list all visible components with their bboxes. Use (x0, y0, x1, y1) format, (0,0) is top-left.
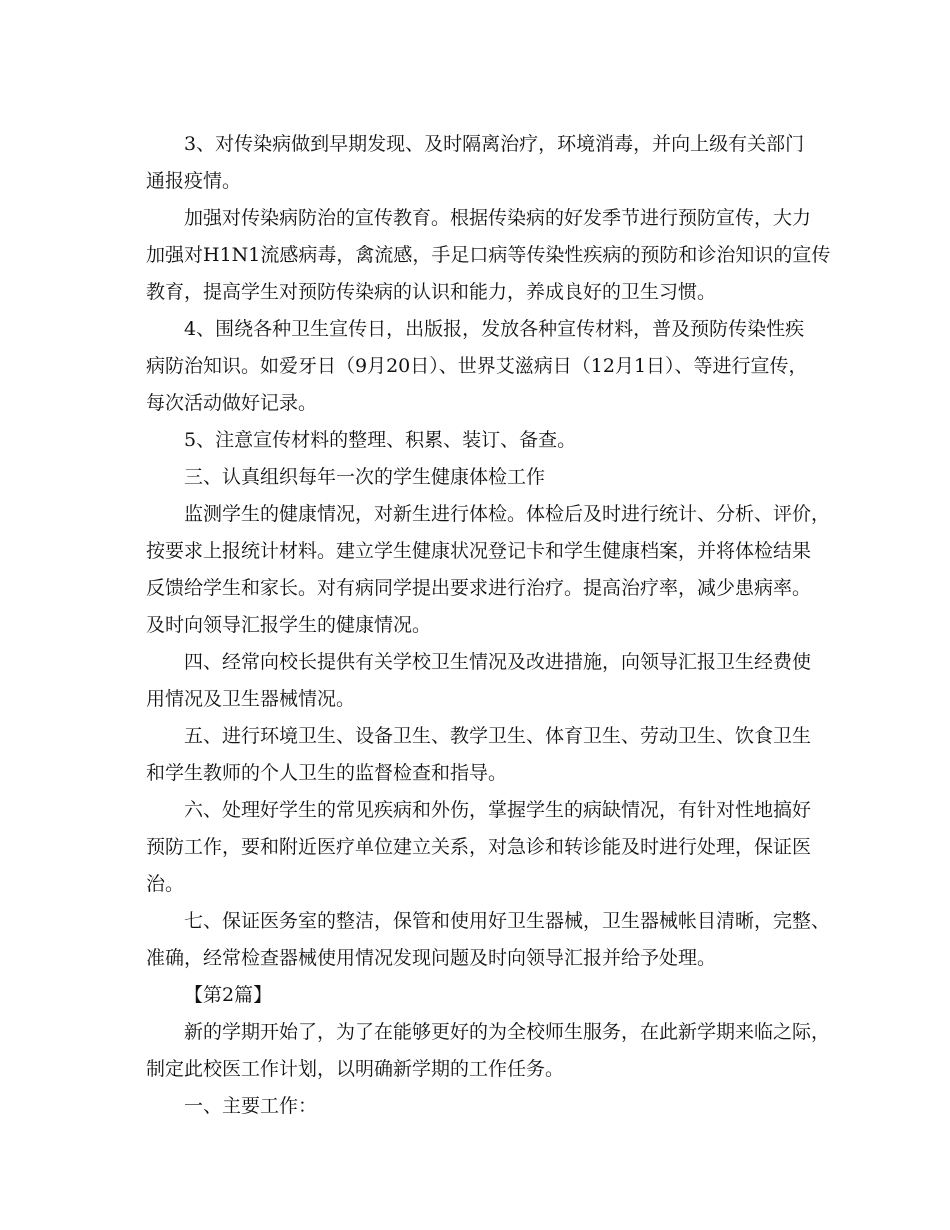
section-six (146, 792, 826, 903)
section-heading-main-work (146, 1088, 826, 1125)
paragraph-item-3 (146, 126, 826, 200)
part-heading (146, 977, 826, 1014)
text-line: 监测学生的健康情况，对新生进行体检。体检后及时进行统计、分析、评价， (184, 503, 831, 525)
section-four (146, 644, 826, 718)
section-heading-three (146, 459, 826, 496)
text-line: 三、认真组织每年一次的学生健康体检工作 (184, 466, 546, 488)
text-line: 六、处理好学生的常见疾病和外伤，掌握学生的病缺情况，有针对性地搞好 (184, 799, 812, 821)
text-line: 预防工作，要和附近医疗单位建立关系，对急诊和转诊能及时进行处理，保证医 (146, 836, 812, 858)
text-line: 七、保证医务室的整洁，保管和使用好卫生器械，卫生器械帐目清晰，完整、 (184, 910, 831, 932)
text-line: 教育，提高学生对预防传染病的认识和能力，养成良好的卫生习惯。 (146, 281, 717, 303)
text-line: 5、注意宣传材料的整理、积累、装订、备查。 (184, 429, 577, 451)
paragraph-health-check (146, 496, 831, 644)
text-line: 3、对传染病做到早期发现、及时隔离治疗，环境消毒，并向上级有关部门 (184, 133, 805, 155)
text-line: 新的学期开始了，为了在能够更好的为全校师生服务，在此新学期来临之际， (184, 1021, 831, 1043)
text-line: 每次活动做好记录。 (146, 392, 318, 414)
text-line: 按要求上报统计材料。建立学生健康状况登记卡和学生健康档案，并将体检结果 (146, 540, 812, 562)
text-line: 五、进行环境卫生、设备卫生、教学卫生、体育卫生、劳动卫生、饮食卫生 (184, 725, 812, 747)
text-line: 病防治知识。如爱牙日（9月20日）、世界艾滋病日（12月1日）、等进行宣传， (146, 355, 808, 377)
text-line: 加强对H1N1流感病毒，禽流感，手足口病等传染性疾病的预防和诊治知识的宣传 (146, 244, 831, 266)
text-line: 4、围绕各种卫生宣传日，出版报，发放各种宣传材料，普及预防传染性疾 (184, 318, 805, 340)
text-line: 通报疫情。 (146, 170, 242, 192)
paragraph-intro (146, 1014, 831, 1088)
paragraph-item-5 (146, 422, 826, 459)
text-line: 制定此校医工作计划，以明确新学期的工作任务。 (146, 1058, 565, 1080)
paragraph-item-4 (146, 311, 826, 422)
section-seven (146, 903, 831, 977)
text-line: 一、主要工作： (184, 1095, 318, 1117)
text-line: 治。 (146, 873, 185, 895)
text-line: 用情况及卫生器械情况。 (146, 688, 356, 710)
text-line: 反馈给学生和家长。对有病同学提出要求进行治疗。提高治疗率，减少患病率。 (146, 577, 812, 599)
text-line: 准确，经常检查器械使用情况发现问题及时向领导汇报并给予处理。 (146, 947, 717, 969)
text-line: 【第2篇】 (184, 984, 273, 1006)
section-five (146, 718, 826, 792)
text-line: 和学生教师的个人卫生的监督检查和指导。 (146, 762, 508, 784)
text-line: 四、经常向校长提供有关学校卫生情况及改进措施，向领导汇报卫生经费使 (184, 651, 812, 673)
text-line: 加强对传染病防治的宣传教育。根据传染病的好发季节进行预防宣传，大力 (184, 207, 812, 229)
text-line: 及时向领导汇报学生的健康情况。 (146, 614, 432, 636)
paragraph-health-education (146, 200, 831, 311)
document-body (146, 126, 831, 1125)
